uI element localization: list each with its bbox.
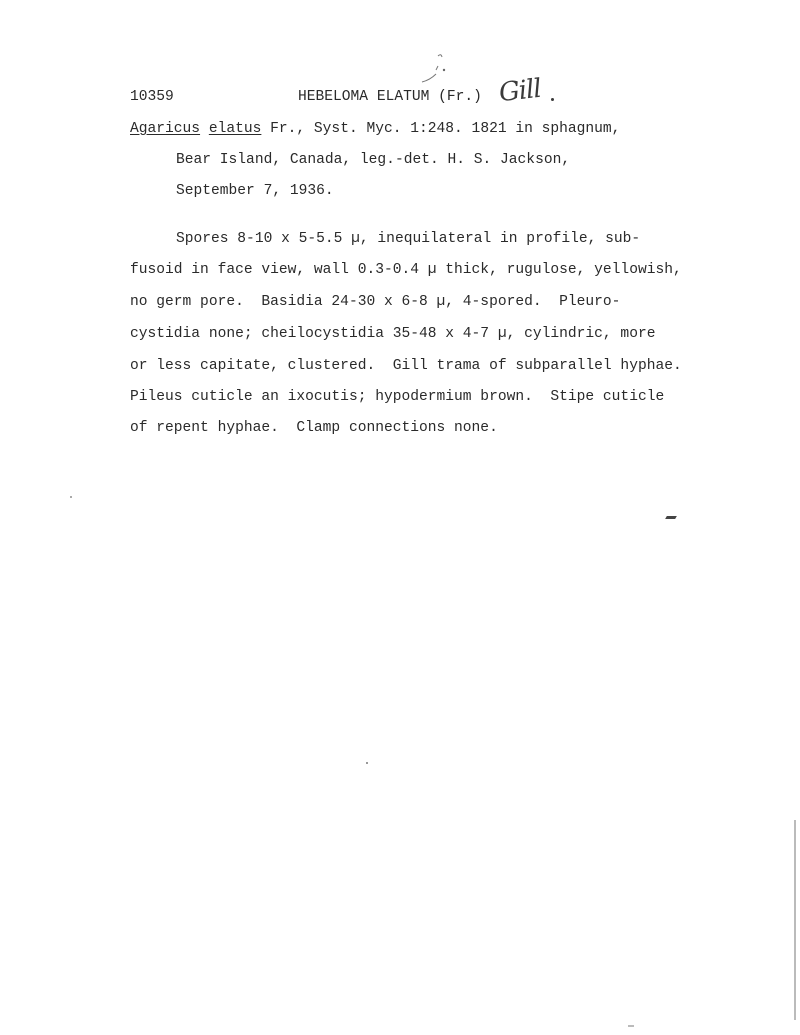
pencil-annotation-mark (420, 50, 450, 90)
description-line: no germ pore. Basidia 24-30 x 6-8 µ, 4-spored. Pleuro- (130, 294, 621, 310)
scan-speck (70, 496, 72, 498)
description-line: fusoid in face view, wall 0.3-0.4 µ thick, rugulose, yellowish, (130, 262, 682, 278)
description-line: or less capitate, clustered. Gill trama of subparallel hyphae. (130, 358, 682, 374)
description-line: Pileus cuticle an ixocutis; hypodermium brown. Stipe cuticle (130, 389, 665, 405)
citation-line-3: September 7, 1936. (176, 183, 334, 199)
scan-speck (628, 1025, 634, 1027)
description-line: cystidia none; cheilocystidia 35-48 x 4-7 µ, cylindric, more (130, 326, 656, 342)
basionym-epithet: elatus (208, 121, 262, 137)
handwritten-author-annotation: Gill (497, 73, 543, 109)
species-title: HEBELOMA ELATUM (Fr.) (298, 89, 482, 105)
citation-line-1 (130, 120, 620, 138)
description-line: Spores 8-10 x 5-5.5 µ, inequilateral in profile, sub- (176, 231, 641, 247)
citation-line-1-rest: Fr., Syst. Myc. 1:248. 1821 in sphagnum, (261, 121, 621, 137)
scan-speck (794, 820, 796, 1020)
scan-speck (366, 762, 368, 764)
description-line: of repent hyphae. Clamp connections none. (130, 420, 498, 436)
basionym-genus: Agaricus (130, 121, 201, 137)
handwritten-period (551, 98, 554, 101)
scan-speck (665, 516, 677, 519)
citation-line-2: Bear Island, Canada, leg.-det. H. S. Jackson, (176, 152, 571, 168)
accession-number: 10359 (130, 89, 174, 105)
